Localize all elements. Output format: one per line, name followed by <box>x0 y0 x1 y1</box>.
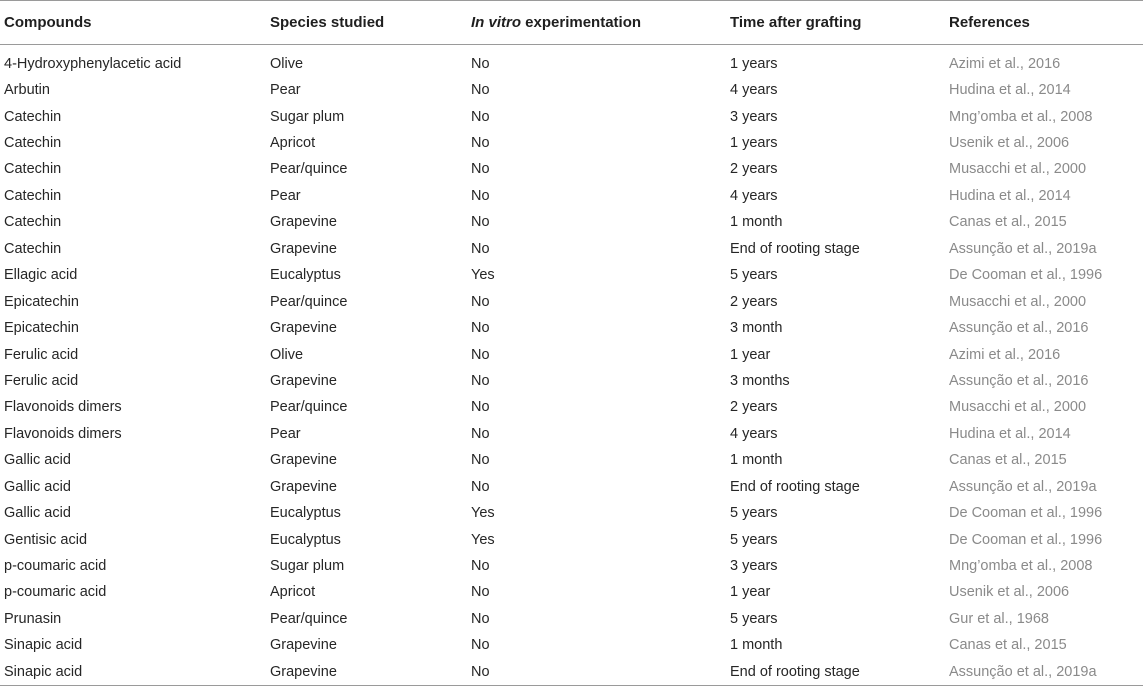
cell-species: Pear/quince <box>270 161 348 178</box>
cell-compound: Gallic acid <box>4 505 71 522</box>
cell-compound: Arbutin <box>4 82 50 99</box>
cell-in-vitro: No <box>471 320 490 337</box>
cell-reference: Mng’omba et al., 2008 <box>949 558 1093 575</box>
cell-time: 3 month <box>730 320 783 337</box>
table-row <box>0 500 1143 526</box>
header-species: Species studied <box>270 1 471 45</box>
cell-compound: Epicatechin <box>4 293 79 310</box>
cell-reference: Canas et al., 2015 <box>949 637 1067 654</box>
header-time: Time after grafting <box>730 1 949 45</box>
cell-in-vitro: No <box>471 478 490 495</box>
cell-compound: Catechin <box>4 135 62 152</box>
cell-reference: Usenik et al., 2006 <box>949 584 1070 601</box>
cell-species: Olive <box>270 55 304 72</box>
table-row <box>0 553 1143 579</box>
cell-in-vitro: No <box>471 346 490 363</box>
cell-compound: Ellagic acid <box>4 267 78 284</box>
cell-in-vitro: No <box>471 452 490 469</box>
table-row <box>0 606 1143 632</box>
table-row <box>0 130 1143 156</box>
cell-in-vitro: No <box>471 659 730 685</box>
cell-in-vitro: No <box>471 55 490 72</box>
cell-species: Pear/quince <box>270 293 348 310</box>
cell-reference: Azimi et al., 2016 <box>949 346 1061 363</box>
cell-reference: Musacchi et al., 2000 <box>949 293 1087 310</box>
cell-reference: Assunção et al., 2016 <box>949 372 1089 389</box>
cell-species: Eucalyptus <box>270 531 341 548</box>
cell-species: Apricot <box>270 135 316 152</box>
table-row <box>0 394 1143 420</box>
cell-compound: Flavonoids dimers <box>4 425 122 442</box>
cell-compound: Gentisic acid <box>4 531 88 548</box>
cell-reference: Hudina et al., 2014 <box>949 82 1071 99</box>
cell-time: 5 years <box>730 531 778 548</box>
cell-time: 2 years <box>730 293 778 310</box>
cell-reference: Canas et al., 2015 <box>949 214 1067 231</box>
header-compounds: Compounds <box>0 1 270 45</box>
cell-in-vitro: No <box>471 82 490 99</box>
cell-time: 3 years <box>730 108 778 125</box>
cell-time: End of rooting stage <box>730 240 860 257</box>
cell-reference: Musacchi et al., 2000 <box>949 399 1087 416</box>
cell-species: Sugar plum <box>270 558 345 575</box>
cell-compound: Epicatechin <box>4 320 79 337</box>
cell-reference: De Cooman et al., 1996 <box>949 505 1103 522</box>
cell-reference: Assunção et al., 2019a <box>949 659 1143 685</box>
cell-time: 3 months <box>730 372 790 389</box>
cell-time: 2 years <box>730 399 778 416</box>
cell-reference: Mng’omba et al., 2008 <box>949 108 1093 125</box>
cell-time: 4 years <box>730 82 778 99</box>
table-row <box>0 209 1143 235</box>
cell-in-vitro: No <box>471 558 490 575</box>
cell-compound: Gallic acid <box>4 478 71 495</box>
table-row <box>0 526 1143 552</box>
cell-compound: Catechin <box>4 161 62 178</box>
cell-species: Grapevine <box>270 659 471 685</box>
cell-species: Eucalyptus <box>270 267 341 284</box>
cell-time: 2 years <box>730 161 778 178</box>
cell-in-vitro: No <box>471 240 490 257</box>
header-references: References <box>949 1 1143 45</box>
table-row <box>0 341 1143 367</box>
cell-in-vitro: No <box>471 399 490 416</box>
cell-in-vitro: No <box>471 187 490 204</box>
cell-in-vitro: No <box>471 372 490 389</box>
cell-time: 4 years <box>730 425 778 442</box>
cell-in-vitro: No <box>471 135 490 152</box>
cell-reference: Usenik et al., 2006 <box>949 135 1070 152</box>
cell-species: Grapevine <box>270 478 337 495</box>
cell-in-vitro: Yes <box>471 531 495 548</box>
cell-in-vitro: Yes <box>471 267 495 284</box>
cell-compound: Flavonoids dimers <box>4 399 122 416</box>
cell-reference: Hudina et al., 2014 <box>949 425 1071 442</box>
table-row <box>0 236 1143 262</box>
cell-reference: Assunção et al., 2016 <box>949 320 1089 337</box>
cell-time: 4 years <box>730 187 778 204</box>
cell-species: Grapevine <box>270 372 337 389</box>
cell-time: 1 year <box>730 584 771 601</box>
cell-in-vitro: No <box>471 584 490 601</box>
header-in-vitro-italic: In vitro <box>471 14 522 31</box>
cell-species: Grapevine <box>270 320 337 337</box>
cell-in-vitro: No <box>471 610 490 627</box>
cell-compound: Sinapic acid <box>0 659 270 685</box>
cell-in-vitro: No <box>471 108 490 125</box>
cell-species: Grapevine <box>270 637 337 654</box>
table-row <box>0 315 1143 341</box>
cell-time: 3 years <box>730 558 778 575</box>
cell-species: Olive <box>270 346 304 363</box>
cell-compound: 4-Hydroxyphenylacetic acid <box>4 55 182 72</box>
table-row <box>0 288 1143 314</box>
cell-time: 1 year <box>730 346 771 363</box>
cell-reference: Hudina et al., 2014 <box>949 187 1071 204</box>
cell-time: 1 month <box>730 452 783 469</box>
cell-compound: Catechin <box>4 187 62 204</box>
table-header-row <box>0 1 1143 45</box>
table-row <box>0 51 1143 77</box>
cell-time: 1 month <box>730 637 783 654</box>
cell-species: Pear/quince <box>270 399 348 416</box>
table-row <box>0 421 1143 447</box>
table-row <box>0 156 1143 182</box>
cell-reference: De Cooman et al., 1996 <box>949 531 1103 548</box>
table-row <box>0 103 1143 129</box>
cell-species: Pear <box>270 187 301 204</box>
cell-time: End of rooting stage <box>730 478 860 495</box>
cell-reference: De Cooman et al., 1996 <box>949 267 1103 284</box>
cell-time: 1 month <box>730 214 783 231</box>
table-row <box>0 474 1143 500</box>
table-row <box>0 659 1143 685</box>
cell-in-vitro: Yes <box>471 505 495 522</box>
table-row <box>0 447 1143 473</box>
cell-species: Sugar plum <box>270 108 345 125</box>
cell-species: Grapevine <box>270 214 337 231</box>
table-row <box>0 183 1143 209</box>
cell-in-vitro: No <box>471 637 490 654</box>
cell-species: Grapevine <box>270 452 337 469</box>
table-row <box>0 368 1143 394</box>
cell-compound: Catechin <box>4 214 62 231</box>
cell-compound: p-coumaric acid <box>4 584 107 601</box>
cell-reference: Canas et al., 2015 <box>949 452 1067 469</box>
cell-compound: p-coumaric acid <box>4 558 107 575</box>
cell-reference: Assunção et al., 2019a <box>949 240 1097 257</box>
cell-in-vitro: No <box>471 293 490 310</box>
cell-compound: Catechin <box>4 240 62 257</box>
header-in-vitro <box>471 1 730 45</box>
cell-species: Grapevine <box>270 240 337 257</box>
cell-in-vitro: No <box>471 214 490 231</box>
cell-time: 5 years <box>730 505 778 522</box>
cell-reference: Gur et al., 1968 <box>949 610 1049 627</box>
cell-compound: Gallic acid <box>4 452 71 469</box>
cell-species: Pear/quince <box>270 610 348 627</box>
cell-compound: Sinapic acid <box>4 637 83 654</box>
cell-time: 1 years <box>730 55 778 72</box>
table-row <box>0 77 1143 103</box>
table-row <box>0 262 1143 288</box>
cell-time: 5 years <box>730 610 778 627</box>
cell-species: Pear <box>270 425 301 442</box>
cell-time: 1 years <box>730 135 778 152</box>
cell-species: Pear <box>270 82 301 99</box>
cell-compound: Prunasin <box>4 610 62 627</box>
cell-reference: Musacchi et al., 2000 <box>949 161 1087 178</box>
table-body <box>0 45 1143 686</box>
cell-in-vitro: No <box>471 161 490 178</box>
table-row <box>0 632 1143 658</box>
cell-reference: Azimi et al., 2016 <box>949 55 1061 72</box>
cell-species: Eucalyptus <box>270 505 341 522</box>
cell-compound: Ferulic acid <box>4 372 79 389</box>
table-row <box>0 579 1143 605</box>
cell-time: 5 years <box>730 267 778 284</box>
cell-species: Apricot <box>270 584 316 601</box>
cell-reference: Assunção et al., 2019a <box>949 478 1097 495</box>
cell-compound: Catechin <box>4 108 62 125</box>
header-in-vitro-rest: experimentation <box>521 14 642 31</box>
cell-compound: Ferulic acid <box>4 346 79 363</box>
cell-time: End of rooting stage <box>730 659 949 685</box>
cell-in-vitro: No <box>471 425 490 442</box>
